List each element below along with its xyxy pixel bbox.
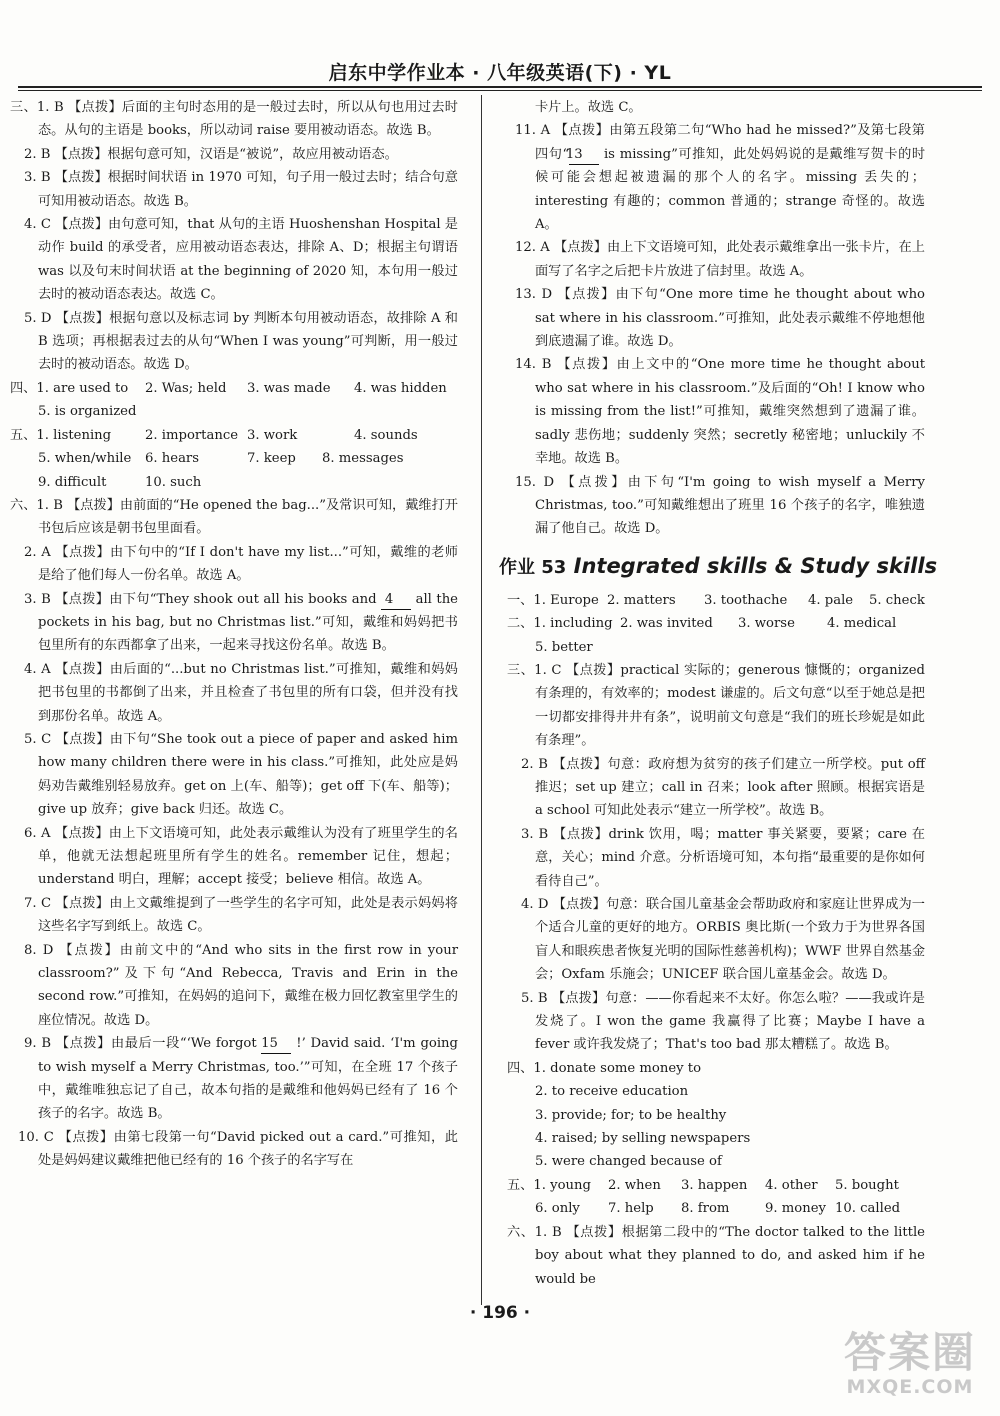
answer-cell: 五、1. listening (10, 427, 112, 443)
answer-row (10, 400, 458, 423)
answer-cell: 5. were changed because of (535, 1154, 722, 1170)
answer-row (10, 471, 458, 494)
answer-row (507, 1104, 925, 1127)
answer-row (507, 1174, 925, 1197)
answer-cell: 3. provide; for; to be healthy (535, 1107, 727, 1123)
answer-cell: 9. difficult (38, 474, 107, 490)
answer-row (507, 1150, 925, 1173)
answer-cell: 3. toothache (704, 592, 788, 608)
answer-text: all the pockets in his bag, but no Christmas list.”可知，戴维和妈妈把书包里所有的东西都拿了出来，一起来寻找这份名单。故选 B。 (38, 591, 458, 654)
answer-cell: 2. was invited (620, 616, 713, 632)
answer-item: 3. B 【点拨】根据时间状语 in 1970 可知，句子用一般过去时；结合句意可知用被动语态。故选 B。 (24, 170, 458, 209)
answer-cell: 5. bought (835, 1177, 899, 1193)
answer-row (507, 589, 925, 612)
answer-cell: 8. messages (322, 451, 404, 467)
answer-cell: 5. when/while (38, 451, 132, 467)
answer-cell: 6. only (535, 1201, 580, 1217)
answer-item: 7. C 【点拨】由上文戴维提到了一些学生的名字可知，此处是表示妈妈将这些名字写到纸上。故选 C。 (24, 895, 458, 935)
answer-cell: 7. keep (247, 451, 296, 467)
answer-row (10, 447, 458, 470)
answer-item: 10. C 【点拨】由第七段第一句“David picked out a card.”可推知，此处是妈妈建议戴维把他已经有的 16 个孩子的名字写在 (18, 1129, 458, 1169)
answer-item: 5. B 【点拨】句意：——你看起来不太好。你怎么啦？——我或许是发烧了。I won the game 我赢得了比赛；Maybe I have a fever 或许我发烧了；That's too bad 那太糟糕了。故选 B。 (521, 990, 925, 1053)
answer-item (10, 588, 458, 658)
answer-cell: 2. matters (607, 592, 676, 608)
right-column (499, 96, 938, 1291)
answer-item: 六、1. B 【点拨】由前面的“He opened the bag...”及常识可知，戴维打开书包后应该是朝书包里面看。 (10, 497, 458, 537)
answer-row (507, 636, 925, 659)
section-title: Integrated skills & Study skills (573, 553, 938, 578)
watermark-site: MXQE.COM (846, 1376, 974, 1398)
answer-cell: 一、1. Europe (507, 592, 599, 608)
answer-cell: 3. work (247, 427, 298, 443)
answer-text: 3. B 【点拨】由下句“They shook out all his books and (24, 591, 377, 607)
page-number: · 196 · (469, 1303, 531, 1323)
section-heading (499, 551, 938, 583)
answer-cell: 8. from (681, 1201, 730, 1217)
answer-text: 11. A 【点拨】由第五段第二句“Who had he missed?”及第七段第四句“ (515, 123, 925, 162)
answer-item: 13. D 【点拨】由下句“One more time he thought about who sat where in his classroom.”可推知，此处表示戴维不停地想他到底遗漏了谁。故选 D。 (515, 287, 925, 350)
answer-cell: 10. called (835, 1201, 901, 1217)
blank-number: 13 (569, 146, 599, 165)
answer-cell: 3. was made (247, 380, 331, 396)
answer-cell: 4. medical (827, 616, 897, 632)
section-number: 作业 53 (499, 556, 567, 578)
blank-number: 15 (261, 1035, 291, 1054)
header-rule-thin (18, 90, 982, 91)
answer-item: 六、1. B 【点拨】根据第二段中的“The doctor talked to the little boy about what they planned to do, and asked him if he would be (507, 1224, 925, 1287)
answer-item: 15. D 【点拨】由下句“I'm going to wish myself a Merry Christmas, too.”可知戴维想出了班里 16 个孩子的名字，唯独遗漏了他自己。故选 D。 (515, 474, 925, 537)
answer-text: 9. B 【点拨】由最后一段“‘We forgot (24, 1036, 257, 1052)
watermark-logo (835, 1330, 985, 1408)
answer-cell: 4. pale (808, 592, 854, 608)
answer-row (507, 1080, 925, 1103)
header-rule (18, 86, 982, 88)
answer-continuation: 卡片上。故选 C。 (535, 100, 642, 115)
answer-item: 2. B 【点拨】句意：政府想为贫穷的孩子们建立一所学校。put off 推迟；set up 建立；call in 召来；look after 照顾。根据宾语是 a school 可知此处表示“建立一所学校”。故选 B。 (521, 756, 925, 819)
answer-cell: 9. money (765, 1201, 826, 1217)
page-header-title: 启东中学作业本 · 八年级英语(下) · YL (328, 62, 672, 84)
answer-row (507, 1057, 925, 1080)
answer-cell: 5. check (869, 592, 925, 608)
answer-row (10, 424, 458, 447)
blank-number: 4 (381, 591, 411, 610)
answer-cell: 2. Was; held (145, 380, 227, 396)
answer-text: is missing”可推知，此处妈妈说的是戴维写贺卡的时候可能会想起被遗漏的那个人的名字。missing 丢失的；interesting 有趣的；common 普通的；strange 奇怪的。故选 A。 (535, 146, 926, 233)
answer-cell: 10. such (145, 474, 202, 490)
answer-cell: 3. happen (681, 1177, 748, 1193)
answer-row (10, 377, 458, 400)
answer-cell: 3. worse (738, 616, 795, 632)
answer-cell: 二、1. including (507, 616, 613, 632)
answer-text: !’ David said. ‘I'm going to wish myself a Merry Christmas, too.’”可知，在全班 17 个孩子中，戴维唯独忘记了自己，故本句指的是戴维和他妈妈已经有了 16 个孩子的名字。故选 B。 (38, 1036, 458, 1122)
answer-item: 5. C 【点拨】由下句“She took out a piece of paper and asked him how many children there were in his class.”可推知，此处应是妈妈劝告戴维别轻易放弃。get on 上(车、船等)；get off 下(车、船等)；give up 放弃；give back 归还。故选 C。 (24, 731, 458, 818)
answer-item: 三、1. B 【点拨】后面的主句时态用的是一般过去时，所以从句也用过去时态。从句的主语是 books，所以动词 raise 要用被动语态。故选 B。 (10, 100, 458, 139)
answer-cell: 4. raised; by selling newspapers (535, 1131, 751, 1147)
answer-item: 8. D 【点拨】由前文中的“And who sits in the first row in your classroom?”及下句“And Rebecca, Travis and Erin in the second row.”可推知，在妈妈的追问下，戴维在极力回忆教室里学生的座位情况。故选 D。 (24, 942, 458, 1028)
answer-cell: 四、1. donate some money to (507, 1060, 702, 1076)
column-divider (481, 95, 482, 1305)
answer-item: 14. B 【点拨】由上文中的“One more time he thought about who sat where in his classroom.”及后面的“Oh! I know who is missing from the list!”可推知，戴维突然想到了遗漏了谁。sadly 悲伤地；suddenly 突然；secretly 秘密地；unluckily 不幸地。故选 B。 (515, 357, 925, 467)
answer-item: 2. B 【点拨】根据句意可知，汉语是“被说”，故应用被动语态。 (24, 146, 398, 162)
answer-cell: 2. importance (145, 427, 239, 443)
answer-row (507, 1127, 925, 1150)
answer-cell: 4. other (765, 1177, 818, 1193)
watermark-main: 答案圈 (843, 1328, 976, 1377)
answer-item: 4. C 【点拨】由句意可知，that 从句的主语 Huoshenshan Hospital 是动作 build 的承受者，应用被动语态表达，排除 A、D；根据主句谓语 was 以及句末时间状语 at the beginning of 2020 知，本句用一般过去时的被动语态表达。故选 C。 (24, 217, 458, 303)
answer-cell: 五、1. young (507, 1177, 591, 1193)
answer-item: 4. A 【点拨】由后面的“...but no Christmas list.”可推知，戴维和妈妈把书包里的书都倒了出来，并且检查了书包里的所有口袋，但并没有找到那份名单。故选 A。 (24, 661, 458, 724)
answer-cell: 2. to receive education (535, 1084, 689, 1100)
answer-cell: 四、1. are used to (10, 380, 129, 396)
answer-cell: 2. when (608, 1177, 661, 1193)
left-column (10, 96, 458, 1173)
answer-item: 6. A 【点拨】由上下文语境可知，此处表示戴维认为没有了班里学生的名单，他就无法想起班里所有学生的姓名。remember 记住，想起；understand 明白，理解；accept 接受；believe 相信。故选 A。 (24, 825, 458, 888)
answer-row (507, 1197, 925, 1220)
answer-cell: 5. is organized (38, 404, 137, 420)
answer-item (10, 1032, 458, 1126)
answer-item: 三、1. C 【点拨】practical 实际的；generous 慷慨的；organized 有条理的，有效率的；modest 谦虚的。后文句意“以至于她总是把一切都安排得井井有条”，说明前文句意是“我们的班长珍妮是如此有条理”。 (507, 662, 925, 749)
answer-item: 3. B 【点拨】drink 饮用，喝；matter 事关紧要，要紧；care 在意，关心；mind 介意。分析语境可知，本句指“最重要的是你如何看待自己”。 (521, 826, 925, 889)
answer-cell: 6. hears (145, 451, 200, 467)
answer-item: 12. A 【点拨】由上下文语境可知，此处表示戴维拿出一张卡片，在上面写了名字之后把卡片放进了信封里。故选 A。 (515, 240, 925, 279)
answer-cell: 4. sounds (354, 427, 418, 443)
answer-cell: 7. help (608, 1201, 654, 1217)
answer-row (507, 612, 925, 635)
answer-item: 4. D 【点拨】句意：联合国儿童基金会帮助政府和家庭让世界成为一个适合儿童的更好的地方。ORBIS 奥比斯(一个致力于为世界各国盲人和眼疾患者恢复光明的国际性慈善机构)；WWF 世界自然基金会；Oxfam 乐施会；UNICEF 联合国儿童基金会。故选 D。 (521, 897, 925, 983)
answer-item: 2. A 【点拨】由下句中的“If I don't have my list...”可知，戴维的老师是给了他们每人一份名单。故选 A。 (24, 544, 458, 584)
answer-item: 5. D 【点拨】根据句意以及标志词 by 判断本句用被动语态，故排除 A 和 B 选项；再根据表过去的从句“When I was young”可判断，用一般过去时的被动语态。故选 D。 (24, 310, 458, 373)
answer-cell: 5. better (535, 639, 593, 655)
answer-item (507, 119, 925, 236)
answer-cell: 4. was hidden (354, 380, 447, 396)
